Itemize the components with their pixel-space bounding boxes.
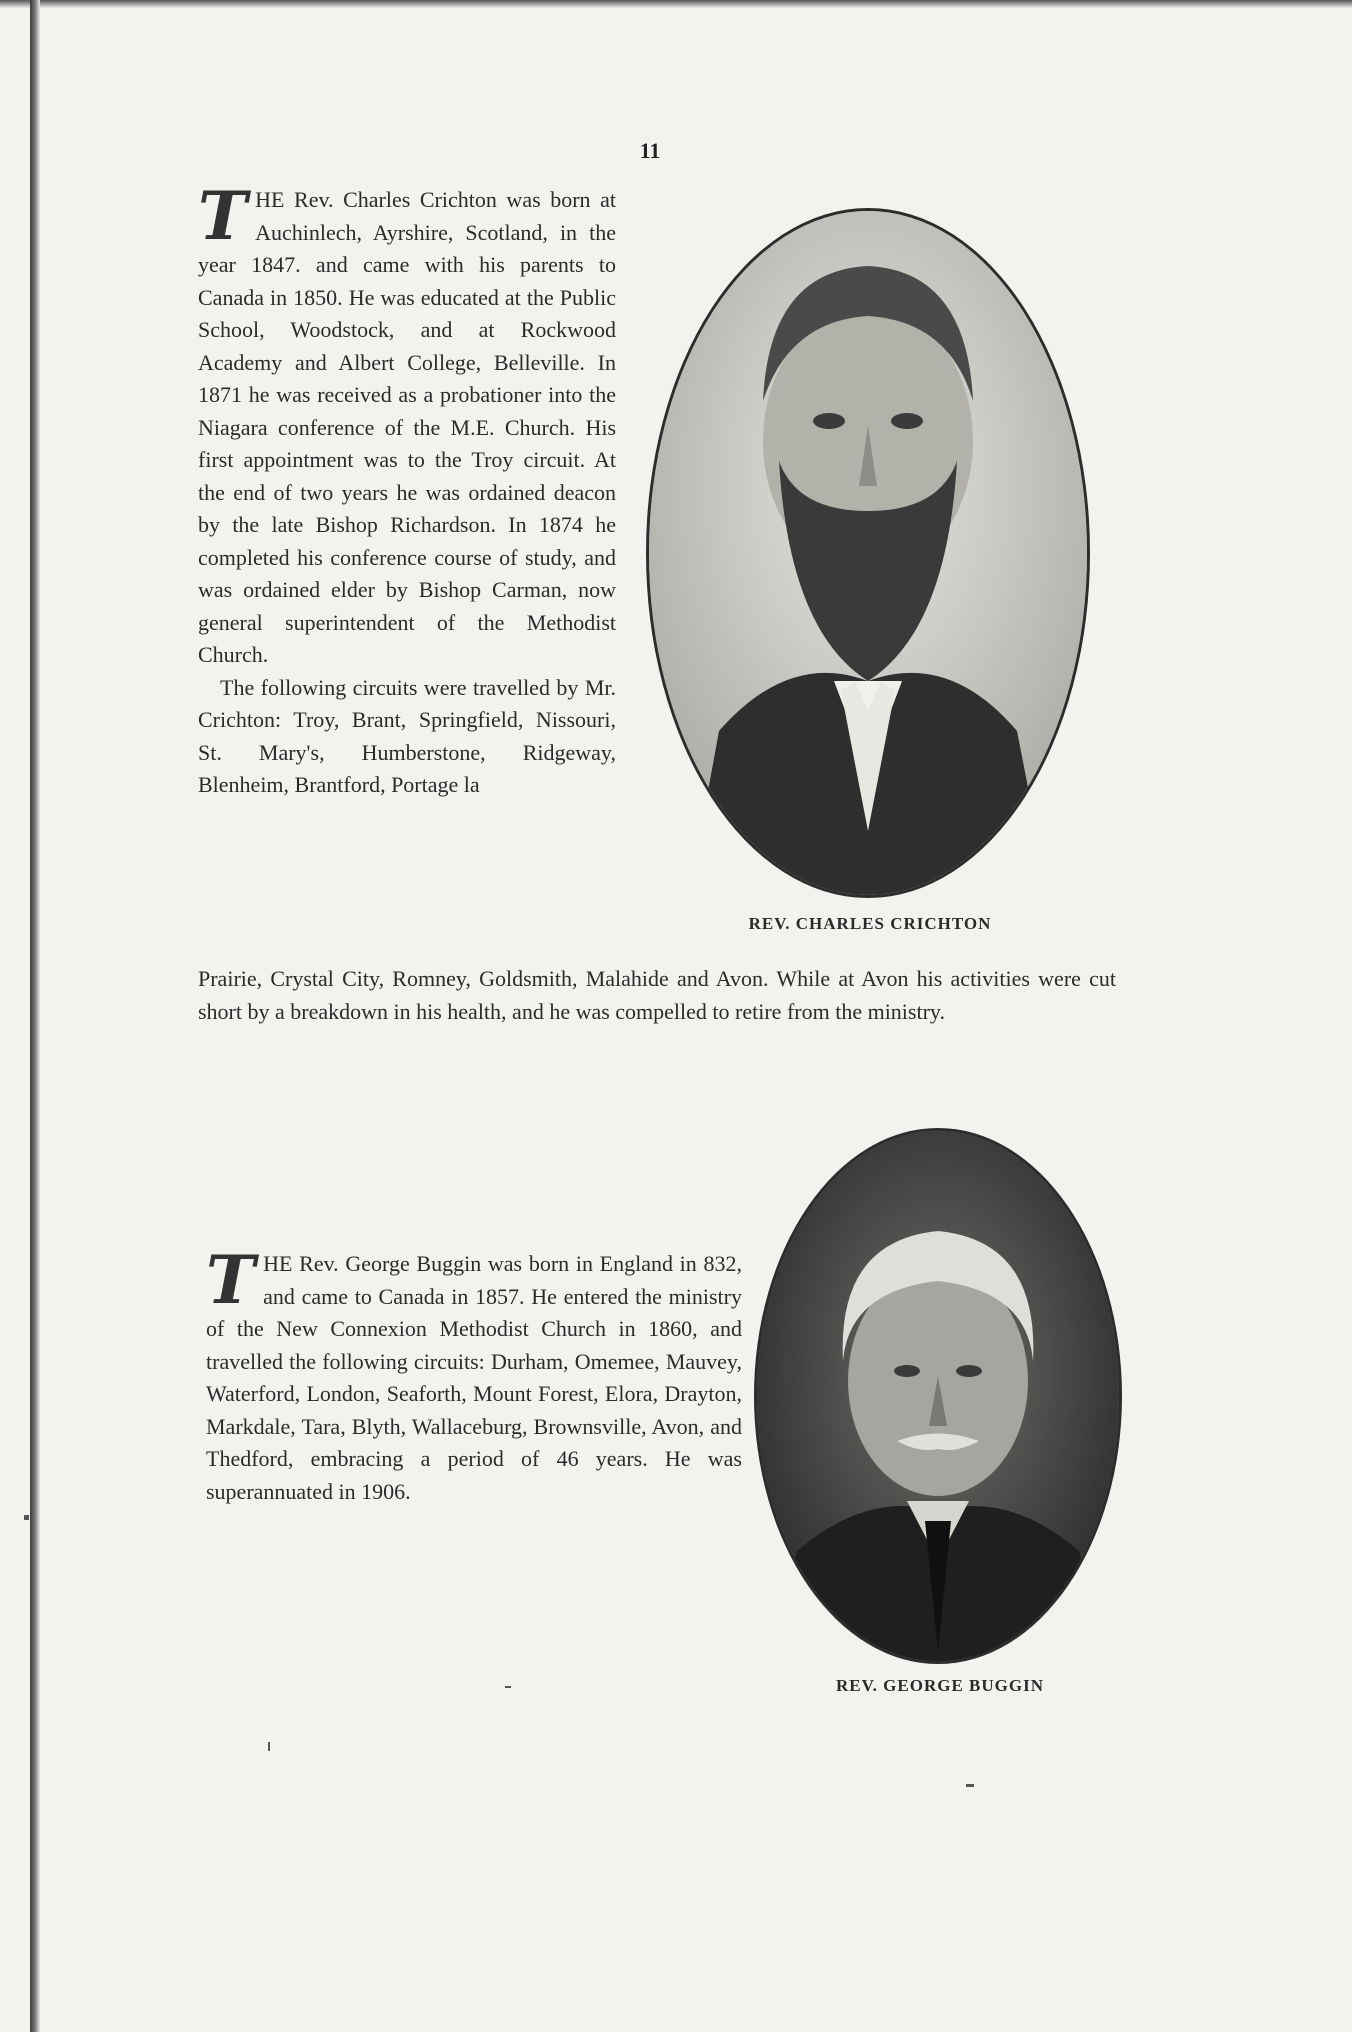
scan-speck: [966, 1784, 974, 1787]
book-spine: [30, 0, 40, 2032]
crichton-bio-paragraph-1: HE Rev. Charles Crichton was born at Auchinlech, Ayrshire, Scotland, in the year 1847. and came with his parents to Canada in 1850. He was educated at the Public School, Woodstock, and at Rockwood Academy and Albert College, Belleville. In 1871 he was received as a probationer into the Niagara conference of the M.E. Church. His first appointment was to the Troy circuit. At the end of two years he was ordained deacon by the late Bishop Richardson. In 1874 he completed his conference course of study, and was ordained elder by Bishop Carman, now general superintendent of the Methodist Church.: [198, 187, 616, 667]
crichton-circuits-paragraph: The following circuits were travelled by Mr. Crichton: Troy, Brant, Springfield, Nissouri, St. Mary's, Humberstone, Ridgeway, Blenheim, Brantford, Portage la: [198, 674, 616, 797]
crichton-bio-continued: Prairie, Crystal City, Romney, Goldsmith, Malahide and Avon. While at Avon his activities were cut short by a breakdown in his health, and he was compelled to retire from the ministry.: [198, 966, 1116, 1024]
buggin-portrait: [754, 1128, 1122, 1664]
crichton-dropcap: T: [198, 177, 248, 255]
page-number: 11: [639, 138, 661, 163]
buggin-bio-column: [206, 1241, 742, 1508]
buggin-dropcap: T: [206, 1241, 256, 1319]
scan-speck: [505, 1686, 511, 1688]
buggin-bio-paragraph: HE Rev. George Buggin was born in England in 832, and came to Canada in 1857. He entered the ministry of the New Connexion Methodist Church in 1860, and travelled the following circuits: Durham, Omemee, Mauvey, Waterford, London, Seaforth, Mount Forest, Elora, Drayton, Markdale, Tara, Blyth, Wallaceburg, Brownsville, Avon, and Thedford, embracing a period of 46 years. He was superannuated in 1906.: [206, 1251, 742, 1504]
crichton-portrait: [646, 208, 1090, 898]
scan-speck: [268, 1742, 270, 1751]
scan-speck: [24, 1515, 29, 1520]
crichton-caption: REV. CHARLES CRICHTON: [748, 914, 992, 933]
buggin-caption: REV. GEORGE BUGGIN: [835, 1676, 1045, 1695]
page-top-edge: [0, 0, 1352, 8]
crichton-bio-column: [198, 177, 616, 802]
